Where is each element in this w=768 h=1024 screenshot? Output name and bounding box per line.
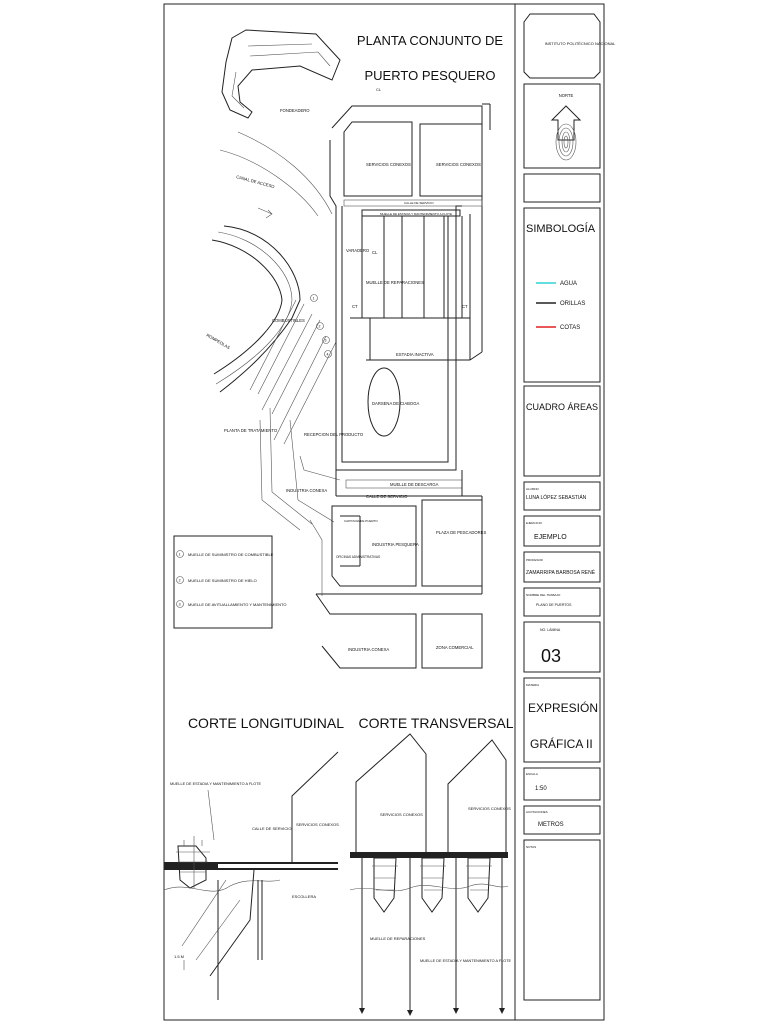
alumno-value: LUNA LÓPEZ SEBASTIÁN [526,495,587,501]
estadia-inactiva-label: ESTADIA INACTIVA [396,352,434,357]
darsena-label: DARSENA DE CIABOGA [372,401,420,406]
cl-servicios-label: SERVICIOS CONEXOS [296,822,339,827]
calle-servicio-top-label: CALLE DE SERVICIO [404,201,434,205]
legend-item-1 [177,551,274,558]
muelle-descarga-label: MUELLE DE DESCARGA [390,482,439,487]
muelle-estadia-top-label: MUELLE DE ESTADIA Y MANTENIMIENTO A FLOTE [380,212,452,216]
marker-2-num: 2 [318,324,321,329]
materia-line-1: EXPRESIÓN [528,701,599,715]
ct-left-label: CT [352,304,358,309]
trabajo-label: NOMBRE DEL TRABAJO [526,593,561,597]
muelle-reparaciones-label: MUELLE DE REPARACIONES [366,280,424,285]
ct-muelle-estadia-label: MUELLE DE ESTADIA Y MANTENIMIENTO A FLOTE [420,959,512,963]
ct-right-label: CT [462,304,468,309]
rompeolas-label: ROMPEOLAS [205,332,231,351]
institute-line: INSTITUTO POLITÉCNICO NACIONAL [544,41,616,46]
industria-conexa-2-label: INDUSTRIA CONEXA [348,647,390,652]
cl-calle-label: CALLE DE SERVICIO [252,826,292,831]
fondeadero-label: FONDEADERO [280,108,310,113]
cl-deck-inner [218,864,338,868]
simbologia-title: SIMBOLOGÍA [526,223,596,235]
planta-tratamiento-label: PLANTA DE TRATAMIENTO [224,428,278,433]
ct-deck [350,852,508,858]
cl-depth-label: 1.5 M [174,954,185,959]
calle-servicio-mid-label: CALLE DE SERVICIO [366,494,408,499]
ct-servicios-1-label: SERVICIOS CONEXOS [380,812,423,817]
legend-2-num: 2 [178,578,181,583]
materia-line-2: GRÁFICA II [530,737,593,751]
marker-1-num: 1 [312,296,315,301]
profesor-value: ZAMARRIPA BARBOSA RENÉ [526,570,596,576]
legend-item-2 [177,577,257,584]
legend-3-text: MUELLE DE AVITUALLAMIENTO Y MANTENIMIENTO [188,602,287,607]
cl-mark-label: CL [372,250,378,255]
notas-label: NOTAS [526,845,537,849]
materia-label: MATERIA [526,683,540,687]
industria-pesquera-label: INDUSTRIA PESQUERA [372,542,419,547]
industria-conexa-1-label: INDUSTRIA CONEXA [286,488,328,493]
plan-title-line-2: PUERTO PESQUERO [364,68,496,83]
cl-escollera-label: ESCOLLERA [292,894,317,899]
zona-comercial-label: ZONA COMERCIAL [436,645,474,650]
corte-transversal-title: CORTE TRANSVERSAL [358,715,514,731]
cl-top-mark: CL [376,87,382,92]
ct-muelle-reparaciones-label: MUELLE DE REPARACIONES [370,936,426,941]
trabajo-value: PLANO DE PUERTOS [536,603,572,607]
legend-1-text: MUELLE DE SUMINISTRO DE COMBUSTIBLE [188,552,274,557]
lamina-label: NO. LÁMINA [540,628,561,632]
marker-3-num: 3 [324,338,327,343]
combustibles-label: COMBUSTIBLES [272,318,305,323]
legend-item-3 [177,601,287,608]
servicios-conexos-1-label: SERVICIOS CONEXOS [366,162,411,167]
recepcion-producto-label: RECEPCION DEL PRODUCTO [304,432,364,437]
plan-title-line-1: PLANTA CONJUNTO DE [356,33,504,48]
varadero-label: VARADERO [346,248,370,253]
legend-2-text: MUELLE DE SUMINISTRO DE HIELO [188,578,257,583]
servicios-conexos-2-label: SERVICIOS CONEXOS [436,162,481,167]
cl-muelle-label: MUELLE DE ESTADIA Y MANTENIMIENTO A FLOTE [170,782,262,786]
profesor-label: PROFESOR [526,558,543,562]
shore-symbol-label: ORILLAS [560,301,586,307]
legend-1-num: 1 [178,552,181,557]
oficinas-label: OFICINAS ADMINISTRATIVAS [336,555,381,559]
lamina-value: 03 [541,646,562,666]
acotaciones-value: METROS [538,822,564,828]
canal-acceso-label: CANAL DE ACCESO [235,174,276,190]
ejercicio-label: EJERCICIO [526,521,543,525]
plaza-pescadores-label: PLAZA DE PESCADORES [436,530,487,535]
legend-3-num: 3 [178,602,181,607]
alumno-label: ALUMNO [526,487,539,491]
marker-4-num: 4 [326,352,329,357]
corte-longitudinal-title: CORTE LONGITUDINAL [187,715,345,731]
escala-value: 1:50 [535,786,547,792]
north-label: NORTE [558,93,574,98]
water-symbol-label: AGUA [560,281,578,287]
ejercicio-value: EJEMPLO [534,534,567,541]
ct-servicios-2-label: SERVICIOS CONEXOS [468,806,511,811]
escala-label: ESCALA [526,772,538,776]
capitania-label: CAPITANIA DE PUERTO [344,519,378,523]
acotaciones-label: ACOTACIONES [526,810,548,814]
cuadro-areas-title: CUADRO ÁREAS [526,402,599,412]
dimension-symbol-label: COTAS [560,325,581,331]
